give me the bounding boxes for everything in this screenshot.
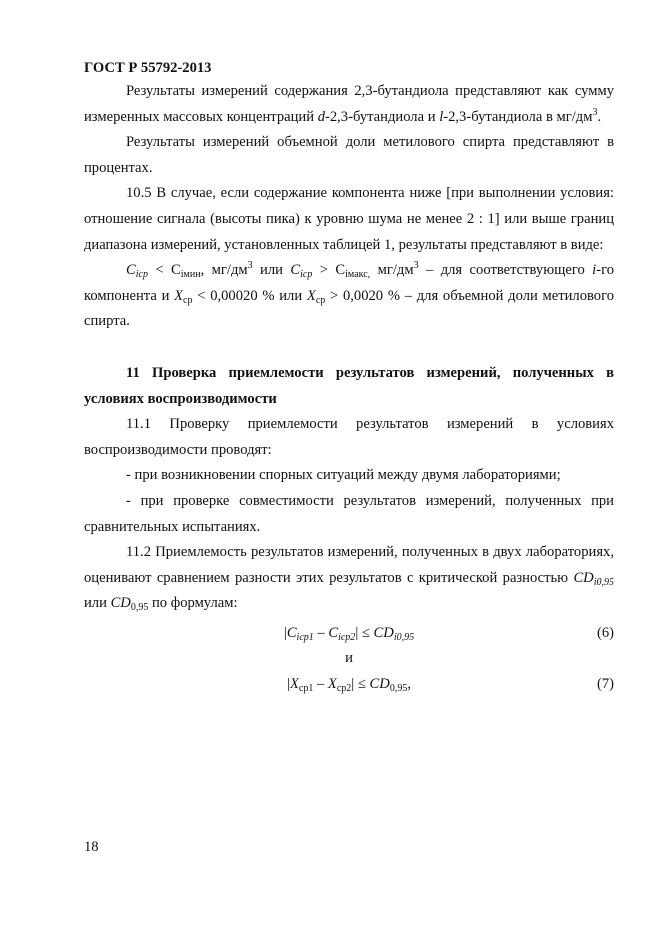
symbol-x: X [174,287,184,304]
subscript: ср [315,294,326,306]
text: или [84,595,111,612]
superscript: 3 [247,260,253,272]
formula-6 [84,621,614,647]
text: , мг/дм [200,262,248,279]
text: 11.2 Приемлемость результатов измерений, полученных в двух лабораториях, оценивают сравнением разности этих результатов с критической разностью [84,544,614,586]
text: по формулам: [148,595,238,612]
symbol-i: i [592,262,597,279]
paragraph-butanediol [84,79,614,130]
paragraph-10-5: 10.5 В случае, если содержание компонента ниже [при выполнении условия: отношение сигнала (высоты пика) к уровню шума не менее 2 : 1] или выше границ диапазона измерений, установленных таблицей 1, результаты представляют в виде: [84,185,614,253]
symbol-cd: CD [110,595,131,612]
conjunction: и [345,650,353,667]
list-item: - при проверке совместимости результатов измерений, полученных при сравнительных испытаниях. [84,492,614,535]
subscript: iмин [180,269,201,281]
d-prefix: d [317,108,325,125]
subscript: iср [300,269,313,281]
subscript: ср [183,294,193,306]
text: > 0,0020 % – для объемной доли метилового спирта. [84,287,614,330]
subscript: iср [135,269,148,281]
paragraph-methanol: Результаты измерений объемной доли метилового спирта представляют в процентах. [84,134,614,176]
superscript: 3 [592,106,598,118]
formula-expression: $|C_{iср1} - C_{iср2}| \le CD_{i0,95}$ [283,624,415,643]
list-item: - при возникновении спорных ситуаций между двумя лабораториями; [126,467,561,484]
symbol-x: X [306,287,316,304]
text: > C [312,262,346,279]
symbol-cd: CD [573,569,594,586]
formula-expression: $|X_{ср1} - X_{ср2}| \le CD_{0,95}$, [287,676,411,695]
text: мг/дм [370,262,414,279]
paragraph-limits [84,258,614,335]
text: -2,3-бутандиола в мг/дм [443,108,593,125]
paragraph-11-1: 11.1 Проверку приемлемости результатов измерений в условиях воспроизводимости проводят: [84,416,614,458]
document-page [84,60,614,698]
symbol-c: C [126,262,136,279]
formula-number: (6) [596,624,614,641]
text: – для соответствующего [418,262,593,279]
superscript: 3 [413,260,419,272]
text: -го компонента и [84,262,615,304]
text: . [597,108,602,125]
text: или [252,262,291,279]
text: -2,3-бутандиола и [325,108,440,125]
standard-header: ГОСТ Р 55792-2013 [84,60,212,76]
paragraph-11-2 [84,540,614,617]
symbol-c: C [290,262,301,279]
formula-number: (7) [596,676,614,693]
subscript: iмакс, [345,269,371,281]
page-number: 18 [84,839,99,855]
text: < C [147,262,181,279]
text: < 0,00020 % или [192,287,307,304]
l-prefix: l [439,108,444,125]
subscript: 0,95 [130,602,149,614]
section-11-heading: 11 Проверка приемлемости результатов измерений, полученных в условиях воспроизводимости [84,364,614,407]
subscript: i0,95 [593,576,614,588]
text: Результаты измерений содержания 2,3-бутандиола представляют как сумму измеренных массовых концентраций [84,83,614,125]
formula-7 [84,672,614,698]
